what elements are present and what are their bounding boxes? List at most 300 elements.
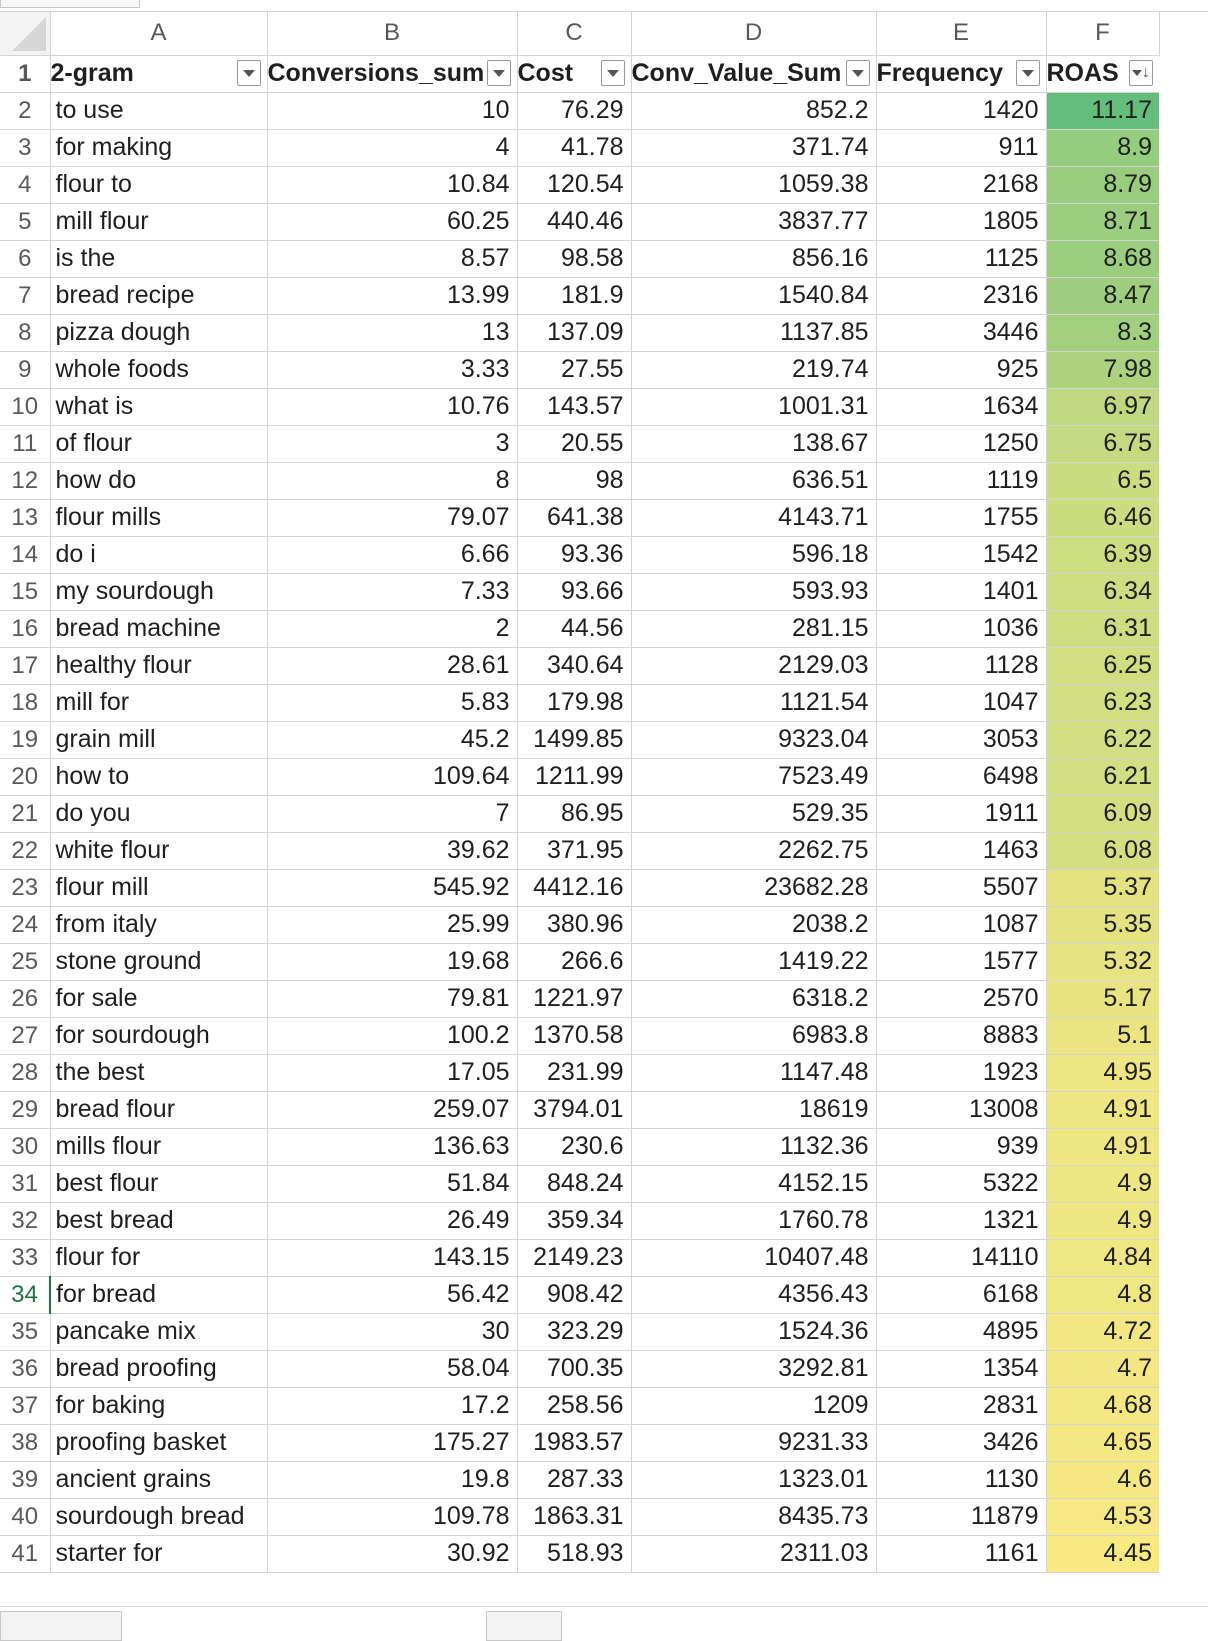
cell-frequency[interactable]: 1577 [876,943,1046,980]
cell-2-gram[interactable]: how to [50,758,267,795]
cell-conversions-sum[interactable]: 5.83 [267,684,517,721]
row-number[interactable]: 17 [0,647,50,684]
cell-conv-value-sum[interactable]: 1323.01 [631,1461,876,1498]
cell-2-gram[interactable]: mills flour [50,1128,267,1165]
cell-frequency[interactable]: 1755 [876,499,1046,536]
cell-cost[interactable]: 137.09 [517,314,631,351]
cell-conv-value-sum[interactable]: 1001.31 [631,388,876,425]
cell-2-gram[interactable]: do i [50,536,267,573]
header-cell-conversions-sum[interactable] [267,55,517,92]
row-number[interactable]: 11 [0,425,50,462]
column-header-c[interactable]: C [517,12,631,55]
header-cell-roas[interactable] [1046,55,1159,92]
cell-2-gram[interactable]: how do [50,462,267,499]
cell-cost[interactable]: 1863.31 [517,1498,631,1535]
cell-conv-value-sum[interactable]: 2129.03 [631,647,876,684]
cell-conversions-sum[interactable]: 45.2 [267,721,517,758]
cell-cost[interactable]: 371.95 [517,832,631,869]
row-number[interactable]: 6 [0,240,50,277]
cell-roas[interactable]: 5.37 [1046,869,1159,906]
cell-conversions-sum[interactable]: 25.99 [267,906,517,943]
row-number[interactable]: 1 [0,55,50,92]
cell-conv-value-sum[interactable]: 219.74 [631,351,876,388]
cell-conv-value-sum[interactable]: 138.67 [631,425,876,462]
cell-frequency[interactable]: 13008 [876,1091,1046,1128]
row-number[interactable]: 24 [0,906,50,943]
cell-roas[interactable]: 8.79 [1046,166,1159,203]
cell-cost[interactable]: 76.29 [517,92,631,129]
row-number[interactable]: 27 [0,1017,50,1054]
cell-conv-value-sum[interactable]: 1137.85 [631,314,876,351]
cell-roas[interactable]: 8.71 [1046,203,1159,240]
cell-roas[interactable]: 4.45 [1046,1535,1159,1572]
cell-roas[interactable]: 5.35 [1046,906,1159,943]
row-number[interactable]: 19 [0,721,50,758]
cell-roas[interactable]: 4.68 [1046,1387,1159,1424]
cell-roas[interactable]: 5.32 [1046,943,1159,980]
cell-roas[interactable]: 6.46 [1046,499,1159,536]
cell-conv-value-sum[interactable]: 3837.77 [631,203,876,240]
cell-roas[interactable]: 6.08 [1046,832,1159,869]
cell-conversions-sum[interactable]: 3.33 [267,351,517,388]
cell-cost[interactable]: 3794.01 [517,1091,631,1128]
cell-cost[interactable]: 179.98 [517,684,631,721]
cell-2-gram[interactable]: best bread [50,1202,267,1239]
header-cell-frequency[interactable] [876,55,1046,92]
cell-cost[interactable]: 230.6 [517,1128,631,1165]
cell-conv-value-sum[interactable]: 4143.71 [631,499,876,536]
cell-frequency[interactable]: 5507 [876,869,1046,906]
cell-frequency[interactable]: 1634 [876,388,1046,425]
cell-conv-value-sum[interactable]: 1209 [631,1387,876,1424]
cell-2-gram[interactable]: mill flour [50,203,267,240]
cell-frequency[interactable]: 1128 [876,647,1046,684]
cell-conv-value-sum[interactable]: 6983.8 [631,1017,876,1054]
cell-frequency[interactable]: 911 [876,129,1046,166]
filter-dropdown-icon[interactable] [846,60,870,86]
row-number[interactable]: 32 [0,1202,50,1239]
cell-roas[interactable]: 4.53 [1046,1498,1159,1535]
cell-roas[interactable]: 5.1 [1046,1017,1159,1054]
cell-roas[interactable]: 4.7 [1046,1350,1159,1387]
cell-conv-value-sum[interactable]: 593.93 [631,573,876,610]
sort-descending-filter-icon[interactable] [1129,60,1153,86]
header-cell-2-gram[interactable] [50,55,267,92]
cell-frequency[interactable]: 1805 [876,203,1046,240]
cell-cost[interactable]: 518.93 [517,1535,631,1572]
cell-conv-value-sum[interactable]: 1540.84 [631,277,876,314]
cell-frequency[interactable]: 1401 [876,573,1046,610]
cell-cost[interactable]: 44.56 [517,610,631,647]
cell-roas[interactable]: 4.9 [1046,1202,1159,1239]
cell-conv-value-sum[interactable]: 1132.36 [631,1128,876,1165]
cell-conv-value-sum[interactable]: 281.15 [631,610,876,647]
cell-roas[interactable]: 4.65 [1046,1424,1159,1461]
column-header-f[interactable]: F [1046,12,1159,55]
cell-conversions-sum[interactable]: 28.61 [267,647,517,684]
cell-conversions-sum[interactable]: 13.99 [267,277,517,314]
cell-roas[interactable]: 8.68 [1046,240,1159,277]
cell-2-gram[interactable]: pizza dough [50,314,267,351]
select-all-button[interactable] [0,12,50,55]
cell-2-gram[interactable]: grain mill [50,721,267,758]
row-number[interactable]: 33 [0,1239,50,1276]
row-number[interactable]: 10 [0,388,50,425]
cell-conversions-sum[interactable]: 51.84 [267,1165,517,1202]
cell-conversions-sum[interactable]: 100.2 [267,1017,517,1054]
cell-frequency[interactable]: 2570 [876,980,1046,1017]
filter-dropdown-icon[interactable] [237,60,261,86]
header-cell-conv-value-sum[interactable] [631,55,876,92]
cell-conversions-sum[interactable]: 3 [267,425,517,462]
cell-cost[interactable]: 120.54 [517,166,631,203]
cell-conversions-sum[interactable]: 7 [267,795,517,832]
cell-2-gram[interactable]: bread flour [50,1091,267,1128]
cell-cost[interactable]: 266.6 [517,943,631,980]
cell-cost[interactable]: 848.24 [517,1165,631,1202]
cell-conversions-sum[interactable]: 19.68 [267,943,517,980]
cell-frequency[interactable]: 1463 [876,832,1046,869]
cell-frequency[interactable]: 2168 [876,166,1046,203]
cell-2-gram[interactable]: for sale [50,980,267,1017]
cell-roas[interactable]: 5.17 [1046,980,1159,1017]
cell-frequency[interactable]: 1354 [876,1350,1046,1387]
cell-frequency[interactable]: 1047 [876,684,1046,721]
cell-conversions-sum[interactable]: 8 [267,462,517,499]
cell-cost[interactable]: 181.9 [517,277,631,314]
cell-2-gram[interactable]: pancake mix [50,1313,267,1350]
cell-roas[interactable]: 11.17 [1046,92,1159,129]
cell-conv-value-sum[interactable]: 4152.15 [631,1165,876,1202]
row-number[interactable]: 9 [0,351,50,388]
row-number[interactable]: 30 [0,1128,50,1165]
cell-conversions-sum[interactable]: 8.57 [267,240,517,277]
row-number[interactable]: 40 [0,1498,50,1535]
cell-2-gram[interactable]: healthy flour [50,647,267,684]
cell-roas[interactable]: 6.34 [1046,573,1159,610]
cell-2-gram[interactable]: for making [50,129,267,166]
column-header-d[interactable]: D [631,12,876,55]
cell-conversions-sum[interactable]: 4 [267,129,517,166]
cell-2-gram[interactable]: whole foods [50,351,267,388]
cell-frequency[interactable]: 1087 [876,906,1046,943]
cell-cost[interactable]: 1211.99 [517,758,631,795]
cell-conv-value-sum[interactable]: 371.74 [631,129,876,166]
cell-roas[interactable]: 6.21 [1046,758,1159,795]
cell-frequency[interactable]: 1542 [876,536,1046,573]
cell-2-gram[interactable]: bread machine [50,610,267,647]
cell-conversions-sum[interactable]: 79.07 [267,499,517,536]
cell-conv-value-sum[interactable]: 1059.38 [631,166,876,203]
cell-2-gram[interactable]: my sourdough [50,573,267,610]
cell-cost[interactable]: 359.34 [517,1202,631,1239]
cell-roas[interactable]: 6.75 [1046,425,1159,462]
cell-conversions-sum[interactable]: 39.62 [267,832,517,869]
cell-conversions-sum[interactable]: 136.63 [267,1128,517,1165]
cell-frequency[interactable]: 2316 [876,277,1046,314]
row-number[interactable]: 25 [0,943,50,980]
cell-conversions-sum[interactable]: 60.25 [267,203,517,240]
cell-cost[interactable]: 93.36 [517,536,631,573]
cell-conversions-sum[interactable]: 79.81 [267,980,517,1017]
cell-cost[interactable]: 380.96 [517,906,631,943]
horizontal-scrollbar-thumb[interactable] [486,1611,562,1641]
row-number[interactable]: 2 [0,92,50,129]
cell-cost[interactable]: 27.55 [517,351,631,388]
cell-roas[interactable]: 6.25 [1046,647,1159,684]
cell-cost[interactable]: 700.35 [517,1350,631,1387]
cell-conversions-sum[interactable]: 30 [267,1313,517,1350]
cell-cost[interactable]: 20.55 [517,425,631,462]
cell-conv-value-sum[interactable]: 23682.28 [631,869,876,906]
row-number[interactable]: 12 [0,462,50,499]
cell-2-gram[interactable]: stone ground [50,943,267,980]
cell-roas[interactable]: 6.09 [1046,795,1159,832]
cell-conversions-sum[interactable]: 545.92 [267,869,517,906]
cell-roas[interactable]: 8.47 [1046,277,1159,314]
row-number[interactable]: 39 [0,1461,50,1498]
cell-cost[interactable]: 641.38 [517,499,631,536]
cell-frequency[interactable]: 3053 [876,721,1046,758]
cell-cost[interactable]: 1983.57 [517,1424,631,1461]
cell-conversions-sum[interactable]: 2 [267,610,517,647]
cell-cost[interactable]: 98 [517,462,631,499]
row-number[interactable]: 4 [0,166,50,203]
column-header-a[interactable]: A [50,12,267,55]
cell-conv-value-sum[interactable]: 856.16 [631,240,876,277]
filter-dropdown-icon[interactable] [487,60,511,86]
column-header-e[interactable]: E [876,12,1046,55]
cell-2-gram[interactable]: bread recipe [50,277,267,314]
column-header-b[interactable]: B [267,12,517,55]
cell-frequency[interactable]: 925 [876,351,1046,388]
cell-cost[interactable]: 1370.58 [517,1017,631,1054]
cell-conv-value-sum[interactable]: 1419.22 [631,943,876,980]
cell-conv-value-sum[interactable]: 636.51 [631,462,876,499]
row-number[interactable]: 20 [0,758,50,795]
cell-conv-value-sum[interactable]: 6318.2 [631,980,876,1017]
cell-frequency[interactable]: 11879 [876,1498,1046,1535]
cell-roas[interactable]: 6.97 [1046,388,1159,425]
cell-frequency[interactable]: 1420 [876,92,1046,129]
cell-2-gram[interactable]: flour mill [50,869,267,906]
cell-2-gram[interactable]: for sourdough [50,1017,267,1054]
cell-conversions-sum[interactable]: 13 [267,314,517,351]
cell-conv-value-sum[interactable]: 852.2 [631,92,876,129]
cell-frequency[interactable]: 4895 [876,1313,1046,1350]
cell-roas[interactable]: 6.39 [1046,536,1159,573]
cell-conv-value-sum[interactable]: 7523.49 [631,758,876,795]
row-number[interactable]: 7 [0,277,50,314]
cell-2-gram[interactable]: from italy [50,906,267,943]
cell-2-gram[interactable]: best flour [50,1165,267,1202]
cell-cost[interactable]: 323.29 [517,1313,631,1350]
cell-2-gram[interactable]: ancient grains [50,1461,267,1498]
cell-frequency[interactable]: 2831 [876,1387,1046,1424]
cell-2-gram[interactable]: flour mills [50,499,267,536]
cell-frequency[interactable]: 1119 [876,462,1046,499]
cell-roas[interactable]: 8.3 [1046,314,1159,351]
row-number[interactable]: 22 [0,832,50,869]
cell-roas[interactable]: 8.9 [1046,129,1159,166]
row-number[interactable]: 26 [0,980,50,1017]
cell-conv-value-sum[interactable]: 9323.04 [631,721,876,758]
cell-frequency[interactable]: 5322 [876,1165,1046,1202]
cell-2-gram[interactable]: to use [50,92,267,129]
row-number[interactable]: 41 [0,1535,50,1572]
cell-cost[interactable]: 86.95 [517,795,631,832]
cell-conversions-sum[interactable]: 175.27 [267,1424,517,1461]
cell-conversions-sum[interactable]: 19.8 [267,1461,517,1498]
row-number[interactable]: 15 [0,573,50,610]
row-number[interactable]: 23 [0,869,50,906]
cell-frequency[interactable]: 6498 [876,758,1046,795]
row-number[interactable]: 16 [0,610,50,647]
cell-conv-value-sum[interactable]: 9231.33 [631,1424,876,1461]
row-number[interactable]: 28 [0,1054,50,1091]
cell-cost[interactable]: 287.33 [517,1461,631,1498]
cell-roas[interactable]: 6.5 [1046,462,1159,499]
cell-conv-value-sum[interactable]: 2038.2 [631,906,876,943]
cell-cost[interactable]: 1221.97 [517,980,631,1017]
cell-roas[interactable]: 6.31 [1046,610,1159,647]
sheet-tab[interactable] [0,1611,122,1641]
cell-frequency[interactable]: 1911 [876,795,1046,832]
row-number[interactable]: 14 [0,536,50,573]
cell-conv-value-sum[interactable]: 1760.78 [631,1202,876,1239]
cell-conv-value-sum[interactable]: 18619 [631,1091,876,1128]
cell-roas[interactable]: 7.98 [1046,351,1159,388]
cell-2-gram[interactable]: bread proofing [50,1350,267,1387]
cell-roas[interactable]: 4.91 [1046,1128,1159,1165]
cell-conversions-sum[interactable]: 56.42 [267,1276,517,1313]
cell-cost[interactable]: 93.66 [517,573,631,610]
cell-conversions-sum[interactable]: 17.2 [267,1387,517,1424]
cell-cost[interactable]: 98.58 [517,240,631,277]
row-number[interactable]: 36 [0,1350,50,1387]
row-number[interactable]: 13 [0,499,50,536]
cell-conversions-sum[interactable]: 26.49 [267,1202,517,1239]
cell-2-gram[interactable]: do you [50,795,267,832]
cell-conv-value-sum[interactable]: 596.18 [631,536,876,573]
row-number[interactable]: 21 [0,795,50,832]
cell-conv-value-sum[interactable]: 3292.81 [631,1350,876,1387]
cell-conversions-sum[interactable]: 10 [267,92,517,129]
cell-roas[interactable]: 6.23 [1046,684,1159,721]
cell-conv-value-sum[interactable]: 1147.48 [631,1054,876,1091]
cell-conv-value-sum[interactable]: 8435.73 [631,1498,876,1535]
cell-2-gram[interactable]: flour to [50,166,267,203]
filter-dropdown-icon[interactable] [601,60,625,86]
cell-2-gram[interactable]: flour for [50,1239,267,1276]
cell-frequency[interactable]: 1130 [876,1461,1046,1498]
header-cell-cost[interactable] [517,55,631,92]
cell-conv-value-sum[interactable]: 2262.75 [631,832,876,869]
cell-conversions-sum[interactable]: 109.64 [267,758,517,795]
cell-cost[interactable]: 258.56 [517,1387,631,1424]
cell-frequency[interactable]: 1036 [876,610,1046,647]
row-number[interactable]: 34 [0,1276,50,1313]
cell-conversions-sum[interactable]: 143.15 [267,1239,517,1276]
cell-2-gram[interactable]: the best [50,1054,267,1091]
cell-frequency[interactable]: 14110 [876,1239,1046,1276]
row-number[interactable]: 31 [0,1165,50,1202]
cell-conversions-sum[interactable]: 109.78 [267,1498,517,1535]
cell-cost[interactable]: 340.64 [517,647,631,684]
cell-2-gram[interactable]: white flour [50,832,267,869]
cell-frequency[interactable]: 939 [876,1128,1046,1165]
cell-conversions-sum[interactable]: 30.92 [267,1535,517,1572]
cell-conversions-sum[interactable]: 10.84 [267,166,517,203]
cell-roas[interactable]: 4.9 [1046,1165,1159,1202]
row-number[interactable]: 5 [0,203,50,240]
cell-roas[interactable]: 4.84 [1046,1239,1159,1276]
cell-conv-value-sum[interactable]: 4356.43 [631,1276,876,1313]
row-number[interactable]: 38 [0,1424,50,1461]
cell-conversions-sum[interactable]: 6.66 [267,536,517,573]
cell-cost[interactable]: 4412.16 [517,869,631,906]
cell-roas[interactable]: 6.22 [1046,721,1159,758]
cell-2-gram[interactable]: what is [50,388,267,425]
filter-dropdown-icon[interactable] [1016,60,1040,86]
cell-frequency[interactable]: 1923 [876,1054,1046,1091]
cell-conversions-sum[interactable]: 58.04 [267,1350,517,1387]
cell-frequency[interactable]: 1161 [876,1535,1046,1572]
cell-frequency[interactable]: 3426 [876,1424,1046,1461]
row-number[interactable]: 35 [0,1313,50,1350]
cell-2-gram[interactable]: starter for [50,1535,267,1572]
cell-2-gram[interactable]: is the [50,240,267,277]
row-number[interactable]: 37 [0,1387,50,1424]
row-number[interactable]: 3 [0,129,50,166]
cell-2-gram[interactable]: sourdough bread [50,1498,267,1535]
row-number[interactable]: 29 [0,1091,50,1128]
cell-cost[interactable]: 1499.85 [517,721,631,758]
cell-cost[interactable]: 143.57 [517,388,631,425]
cell-frequency[interactable]: 3446 [876,314,1046,351]
cell-2-gram[interactable]: proofing basket [50,1424,267,1461]
cell-conversions-sum[interactable]: 259.07 [267,1091,517,1128]
row-number[interactable]: 8 [0,314,50,351]
cell-frequency[interactable]: 6168 [876,1276,1046,1313]
cell-roas[interactable]: 4.91 [1046,1091,1159,1128]
cell-2-gram[interactable]: for bread [50,1276,267,1313]
cell-2-gram[interactable]: for baking [50,1387,267,1424]
cell-roas[interactable]: 4.6 [1046,1461,1159,1498]
cell-conv-value-sum[interactable]: 529.35 [631,795,876,832]
cell-conv-value-sum[interactable]: 10407.48 [631,1239,876,1276]
cell-frequency[interactable]: 1321 [876,1202,1046,1239]
cell-cost[interactable]: 41.78 [517,129,631,166]
cell-cost[interactable]: 2149.23 [517,1239,631,1276]
cell-2-gram[interactable]: mill for [50,684,267,721]
cell-cost[interactable]: 440.46 [517,203,631,240]
cell-frequency[interactable]: 1250 [876,425,1046,462]
cell-conv-value-sum[interactable]: 2311.03 [631,1535,876,1572]
cell-conversions-sum[interactable]: 10.76 [267,388,517,425]
cell-frequency[interactable]: 8883 [876,1017,1046,1054]
cell-conversions-sum[interactable]: 17.05 [267,1054,517,1091]
cell-conversions-sum[interactable]: 7.33 [267,573,517,610]
cell-roas[interactable]: 4.8 [1046,1276,1159,1313]
cell-2-gram[interactable]: of flour [50,425,267,462]
cell-frequency[interactable]: 1125 [876,240,1046,277]
cell-roas[interactable]: 4.95 [1046,1054,1159,1091]
cell-roas[interactable]: 4.72 [1046,1313,1159,1350]
cell-conv-value-sum[interactable]: 1524.36 [631,1313,876,1350]
row-number[interactable]: 18 [0,684,50,721]
cell-cost[interactable]: 231.99 [517,1054,631,1091]
